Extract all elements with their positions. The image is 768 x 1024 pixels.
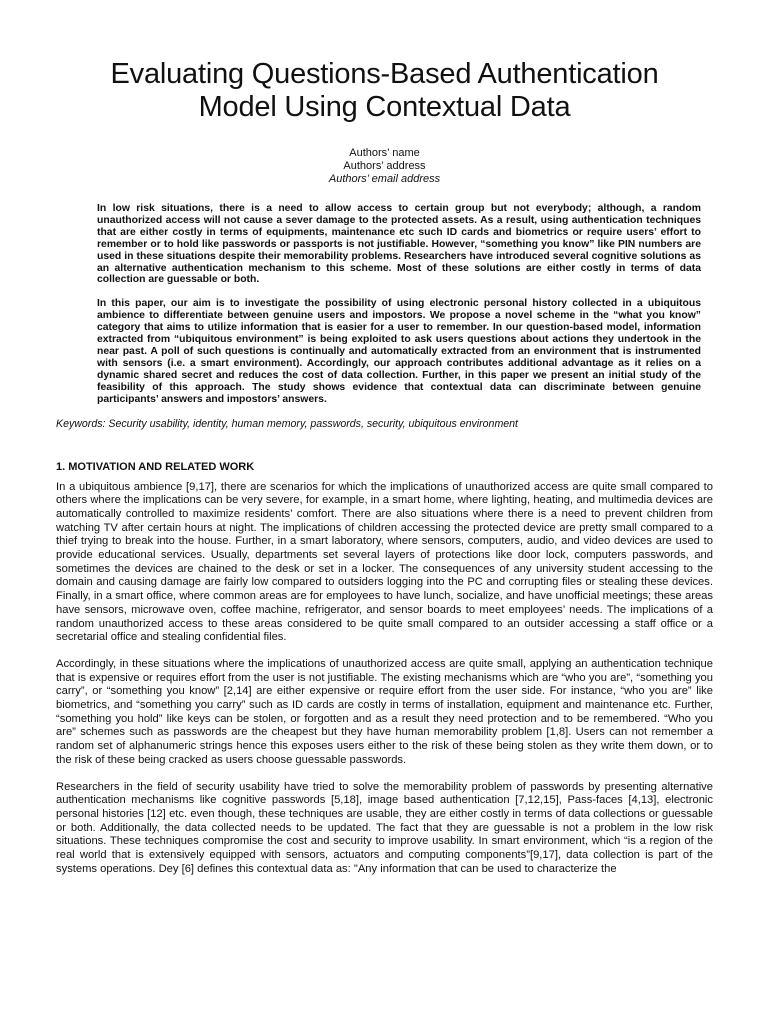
paper-page [56,58,713,889]
abstract [97,203,701,406]
body-paragraph-1: In a ubiquitous ambience [9,17], there are scenarios for which the implications of unauthorized access are quite small compared to others where the implications can be very severe, for example, in a smart home, where lighting, heating, and multimedia devices are automatically controlled to maximize residents’ comfort. There are also situations where there is a need to prevent children from watching TV after certain hours at night. The implications of children accessing the protected device are pretty small compared to a thief trying to break into the house. Further, in a smart laboratory, where sensors, computers, audio, and video devices are used to provide educational services. Usually, departments set several layers of protections like door lock, computers passwords, and sometimes the devices are chained to the desk or set in a locker. The consequences of any university student accessing to the domain and causing damage are fairly low compared to outsiders logging into the PC and corrupting files or stealing these devices. Finally, in a smart office, where common areas are for employees to have lunch, socialize, and have unofficial meetings; these areas have sensors, microwave oven, coffee machine, refrigerator, and sensor boards to meet employees’ needs. The implications of a random unauthorized access to these areas considered to be quite small compared to an outsider accessing a staff office or a secretarial office and stealing confidential files. [56,480,713,644]
abstract-paragraph-2: In this paper, our aim is to investigate the possibility of using electronic personal history collected in a ubiquitous ambience to differentiate between genuine users and impostors. We propose a novel scheme in the “what you know” category that aims to utilize information that is easier for a user to remember. In our question-based model, information extracted from “ubiquitous environment” is being exploited to ask users questions about actions they undertook in the near past. A poll of such questions is continually and automatically extracted from an environment that is instrumented with sensors (i.e. a smart environment). Accordingly, our approach contributes additional advantage as it relies on a dynamic shared secret and reduces the cost of data collection. Further, in this paper we present an initial study of the feasibility of this approach. The study shows evidence that contextual data can discriminate between genuine participants’ answers and impostors’ answers. [97,298,701,405]
abstract-paragraph-1: In low risk situations, there is a need to allow access to certain group but not everybody; although, a random unauthorized access will not cause a sever damage to the protected assets. As a result, using authentication techniques that are either costly in terms of equipments, maintenance etc such ID cards and biometrics or require users’ effort to remember or to hold like passwords or passports is not justifiable. However, “something you know” like PIN numbers are used in these situations despite their memorability problems. Researchers have introduced several cognitive solutions as an alternative authentication mechanism to this scheme. Most of these solutions are either costly in terms of data collection are guessable or both. [97,203,701,286]
title-line-1: Evaluating Questions-Based Authentication [110,58,659,90]
author-block [56,147,713,186]
paper-title [56,58,713,124]
body-paragraph-2: Accordingly, in these situations where the implications of unauthorized access are quite small, applying an authentication technique that is expensive or requires effort from the user is not justifiable. The existing mechanisms which are “who you are”, “something you carry”, or “something you know” [2,14] are either expensive or require effort from the user side. For instance, “who you are” like biometrics, and “something you carry” such as ID cards are costly in terms of installation, equipment and maintenance etc. Further, “something you hold” like keys can be stolen, or forgotten and as a result they need protection and to be remembered. “Who you are” schemes such as passwords are the cheapest but they have human memorability problem [1,8]. Users can not remember a random set of alphanumeric strings hence this exposes users either to the risk of these being stolen as they write them down, or to the risk of these being cracked as users choose guessable passwords. [56,657,713,766]
body-paragraph-3: Researchers in the field of security usability have tried to solve the memorability problem of passwords by presenting alternative authentication mechanisms like cognitive passwords [5,18], image based authentication [7,12,15], Pass-faces [4,13], electronic personal histories [12] etc. even though, these techniques are usable, they are either costly in terms of data collections or guessable or both. Additionally, the data collected needs to be updated. The fact that they are guessable is not a problem in the low risk situations. These techniques compromise the cost and security to improve usability. In smart environment, which “is a region of the real world that is extensively equipped with sensors, actuators and computing components”[9,17], data collection is part of the systems operations. Dey [6] defines this contextual data as: "Any information that can be used to characterize the [56,780,713,875]
authors-email: Authors’ email address [328,173,441,185]
authors-address: Authors’ address [343,160,426,172]
keywords: Keywords: Security usability, identity, human memory, passwords, security, ubiquitous environment [56,417,519,430]
section-body [56,481,713,877]
authors-name: Authors’ name [349,147,420,159]
title-line-2: Model Using Contextual Data [198,91,571,123]
section-heading-motivation: 1. MOTIVATION AND RELATED WORK [56,460,255,473]
